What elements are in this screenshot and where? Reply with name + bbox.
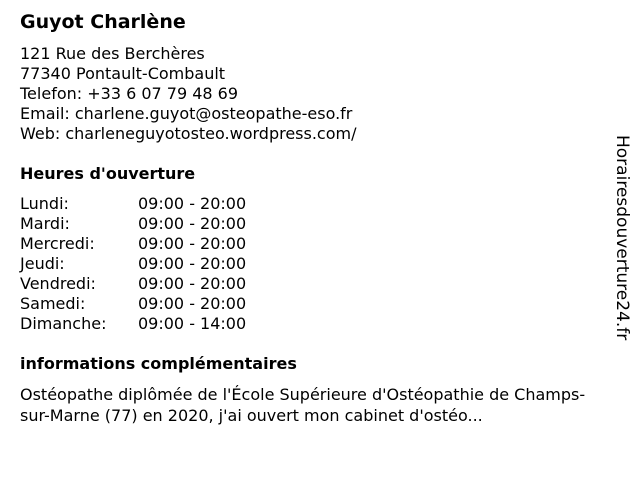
hours-row-wednesday [20,234,278,254]
time-range: 09:00 - 20:00 [138,234,247,253]
phone-line: Telefon: +33 6 07 79 48 69 [20,84,239,103]
additional-info-text: Ostéopathe diplômée de l'École Supérieure d'Ostéopathie de Champs-sur-Marne (77) en 2020, j'ai ouvert mon cabinet d'ostéo... [20,385,586,425]
day-label: Samedi: [20,294,86,313]
day-label: Jeudi: [20,254,65,273]
street-address: 121 Rue des Berchères [20,44,205,63]
hours-row-monday [20,194,278,214]
day-label: Vendredi: [20,274,96,293]
day-label: Mardi: [20,214,70,233]
email-line: Email: charlene.guyot@osteopathe-eso.fr [20,104,353,123]
additional-info-heading: informations complémentaires [20,354,297,373]
city-postcode: 77340 Pontault-Combault [20,64,226,83]
time-range: 09:00 - 14:00 [138,314,247,333]
time-range: 09:00 - 20:00 [138,194,247,213]
hours-row-sunday [20,314,278,334]
hours-row-friday [20,274,278,294]
web-line: Web: charleneguyotosteo.wordpress.com/ [20,124,357,143]
hours-row-tuesday [20,214,278,234]
address-block [20,44,357,144]
business-name: Guyot Charlène [20,11,186,33]
day-label: Mercredi: [20,234,95,253]
site-watermark: Horairesdouverture24.fr [612,135,632,341]
time-range: 09:00 - 20:00 [138,294,247,313]
day-label: Lundi: [20,194,69,213]
day-label: Dimanche: [20,314,107,333]
hours-row-saturday [20,294,278,314]
time-range: 09:00 - 20:00 [138,274,247,293]
opening-hours-table [20,194,278,334]
hours-row-thursday [20,254,278,274]
time-range: 09:00 - 20:00 [138,254,247,273]
time-range: 09:00 - 20:00 [138,214,247,233]
opening-hours-heading: Heures d'ouverture [20,164,196,183]
